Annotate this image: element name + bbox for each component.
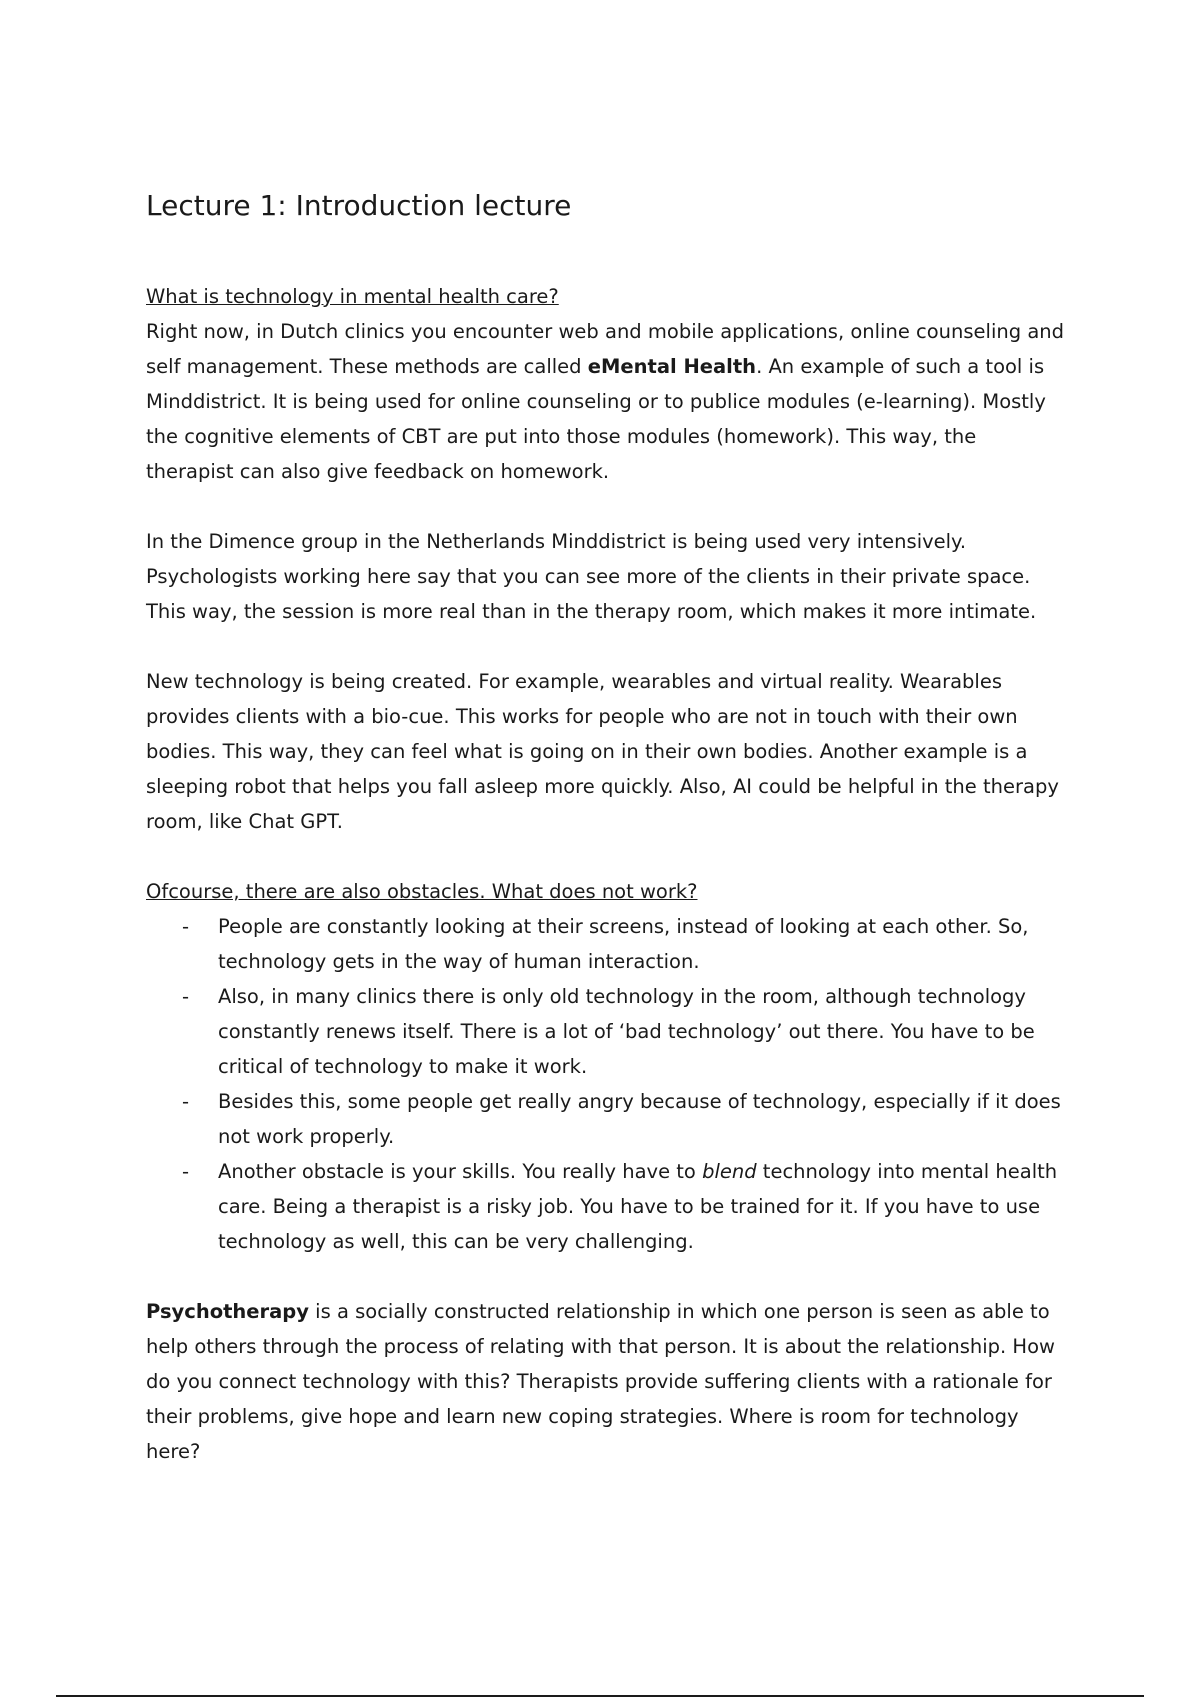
- list-item: - Besides this, some people get really angry because of technology, especially if it does not work properly.: [146, 1084, 1066, 1154]
- list-item: - People are constantly looking at their screens, instead of looking at each other. So, technology gets in the way of human interaction.: [146, 909, 1066, 979]
- paragraph-emental-health: Right now, in Dutch clinics you encounter web and mobile applications, online counseling and self management. These methods are called eMental Health. An example of such a tool is Minddistrict. It is being used for online counseling or to publice modules (e-learning). Mostly the cognitive elements of CBT are put into those modules (homework). This way, the therapist can also give feedback on homework.: [146, 320, 1065, 483]
- list-item: - Another obstacle is your skills. You really have to blend technology into mental health care. Being a therapist is a risky job. You have to be trained for it. If you have to use technology as well, this can be very challenging.: [146, 1154, 1066, 1259]
- bullet-dash: -: [182, 1090, 190, 1113]
- term-emental-health: eMental Health: [587, 355, 757, 378]
- paragraph-dimence: In the Dimence group in the Netherlands Minddistrict is being used very intensively. Psychologists working here say that you can see more of the clients in their private space. This way, the session is more real than in the therapy room, which makes it more intimate.: [146, 530, 1037, 623]
- document-body: [146, 279, 1066, 1469]
- term-psychotherapy: Psychotherapy: [146, 1300, 309, 1323]
- footer-divider: [56, 1695, 1144, 1697]
- section-heading-obstacles: Ofcourse, there are also obstacles. What does not work?: [146, 880, 698, 903]
- bullet-dash: -: [182, 985, 190, 1008]
- paragraph-psychotherapy: Psychotherapy is a socially constructed relationship in which one person is seen as able to help others through the process of relating with that person. It is about the relationship. How do you connect technology with this? Therapists provide suffering clients with a rationale for their problems, give hope and learn new coping strategies. Where is room for technology here?: [146, 1300, 1055, 1463]
- section-heading-technology: What is technology in mental health care?: [146, 285, 559, 308]
- paragraph-new-technology: New technology is being created. For example, wearables and virtual reality. Wearables provides clients with a bio-cue. This works for people who are not in touch with their own bodies. This way, they can feel what is going on in their own bodies. Another example is a sleeping robot that helps you fall asleep more quickly. Also, AI could be helpful in the therapy room, like Chat GPT.: [146, 670, 1059, 833]
- term-blend: blend: [702, 1160, 757, 1183]
- bullet-dash: -: [182, 915, 190, 938]
- list-item: - Also, in many clinics there is only old technology in the room, although technology constantly renews itself. There is a lot of ‘bad technology’ out there. You have to be critical of technology to make it work.: [146, 979, 1066, 1084]
- page-title: Lecture 1: Introduction lecture: [146, 189, 572, 222]
- bullet-dash: -: [182, 1160, 190, 1183]
- obstacles-list: [146, 909, 1066, 1259]
